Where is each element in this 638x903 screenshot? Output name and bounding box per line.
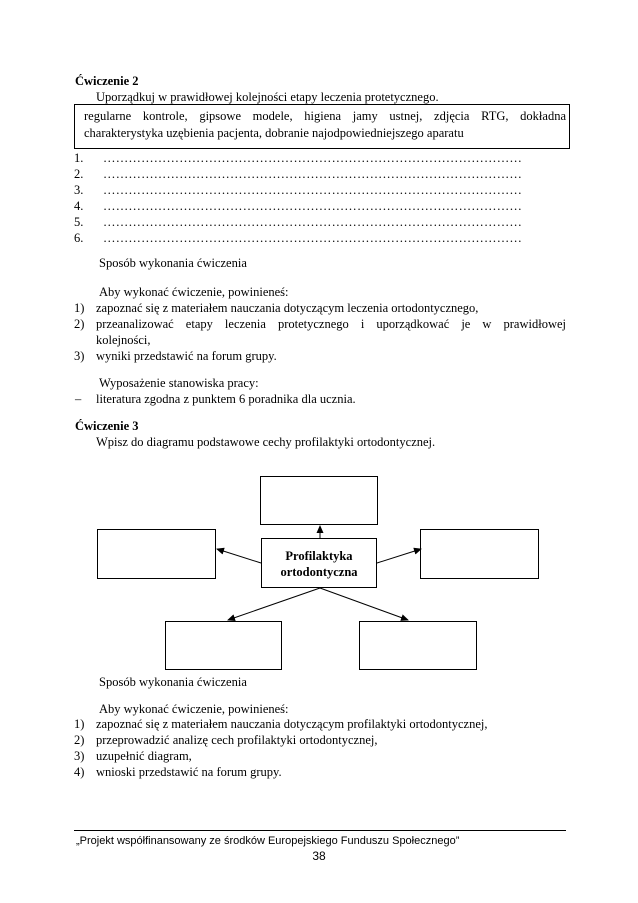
equipment-heading: Wyposażenie stanowiska pracy: [99, 376, 259, 390]
step-number: 3) [74, 349, 85, 363]
step-number: 4) [74, 765, 85, 779]
answer-number: 4. [74, 199, 84, 213]
arrow-right [377, 549, 421, 563]
step-text: uzupełnić diagram, [96, 749, 192, 763]
exercise-2-instruction: Uporządkuj w prawidłowej kolejności etapy leczenia protetycznego. [96, 90, 439, 104]
exercise-3-title: Ćwiczenie 3 [75, 419, 139, 433]
arrow-left [217, 549, 261, 563]
step-text-continuation: kolejności, [96, 333, 151, 347]
step-text: wyniki przedstawić na forum grupy. [96, 349, 277, 363]
answer-blank-5[interactable]: ……………………………………………………………………………………… [103, 215, 523, 229]
step-text: przeanalizować etapy leczenia protetycznego i uporządkować je w prawidłowej [96, 317, 566, 331]
diagram-box-top[interactable] [260, 476, 378, 525]
page-number: 38 [312, 849, 326, 863]
step-text: zapoznać się z materiałem nauczania dotyczącym leczenia ortodontycznego, [96, 301, 479, 315]
exercise-3-instruction: Wpisz do diagramu podstawowe cechy profilaktyki ortodontycznej. [96, 435, 436, 449]
terms-line-1: regularne kontrole, gipsowe modele, higiena jamy ustnej, zdjęcia RTG, dokładna [84, 109, 566, 123]
step-number: 2) [74, 733, 85, 747]
center-label-line-2: ortodontyczna [280, 565, 358, 579]
exercise-2-title: Ćwiczenie 2 [75, 74, 139, 88]
equipment-item: literatura zgodna z punktem 6 poradnika dla ucznia. [96, 392, 356, 406]
step-number: 1) [74, 717, 85, 731]
diagram-center-box [261, 538, 377, 588]
answer-blank-2[interactable]: ……………………………………………………………………………………… [103, 167, 523, 181]
answer-blank-4[interactable]: ……………………………………………………………………………………… [103, 199, 523, 213]
method-heading: Sposób wykonania ćwiczenia [99, 256, 247, 270]
answer-blank-1[interactable]: ……………………………………………………………………………………… [103, 151, 523, 165]
footer-text: „Projekt współfinansowany ze środków Europejskiego Funduszu Społecznego” [76, 835, 460, 847]
footer-rule [74, 830, 566, 831]
answer-number: 2. [74, 167, 84, 181]
diagram-box-bottom-right[interactable] [359, 621, 477, 670]
dash-bullet-icon: – [75, 392, 82, 406]
step-text: przeprowadzić analizę cech profilaktyki ortodontycznej, [96, 733, 378, 747]
center-label-line-1: Profilaktyka [285, 549, 353, 563]
diagram-box-left[interactable] [97, 529, 216, 579]
answer-number: 6. [74, 231, 84, 245]
answer-blank-3[interactable]: ……………………………………………………………………………………… [103, 183, 523, 197]
arrow-bottom-left [228, 588, 320, 620]
step-text: wnioski przedstawić na forum grupy. [96, 765, 282, 779]
step-number: 1) [74, 301, 85, 315]
step-number: 2) [74, 317, 85, 331]
terms-line-2: charakterystyka uzębienia pacjenta, dobranie najodpowiedniejszego aparatu [84, 126, 464, 140]
answer-blank-6[interactable]: ……………………………………………………………………………………… [103, 231, 523, 245]
arrow-bottom-right [320, 588, 408, 620]
answer-number: 3. [74, 183, 84, 197]
step-number: 3) [74, 749, 85, 763]
answer-number: 1. [74, 151, 84, 165]
diagram-box-bottom-left[interactable] [165, 621, 282, 670]
should-heading: Aby wykonać ćwiczenie, powinieneś: [99, 285, 289, 299]
answer-number: 5. [74, 215, 84, 229]
method-heading: Sposób wykonania ćwiczenia [99, 675, 247, 689]
diagram-box-right[interactable] [420, 529, 539, 579]
step-text: zapoznać się z materiałem nauczania dotyczącym profilaktyki ortodontycznej, [96, 717, 488, 731]
should-heading: Aby wykonać ćwiczenie, powinieneś: [99, 702, 289, 716]
